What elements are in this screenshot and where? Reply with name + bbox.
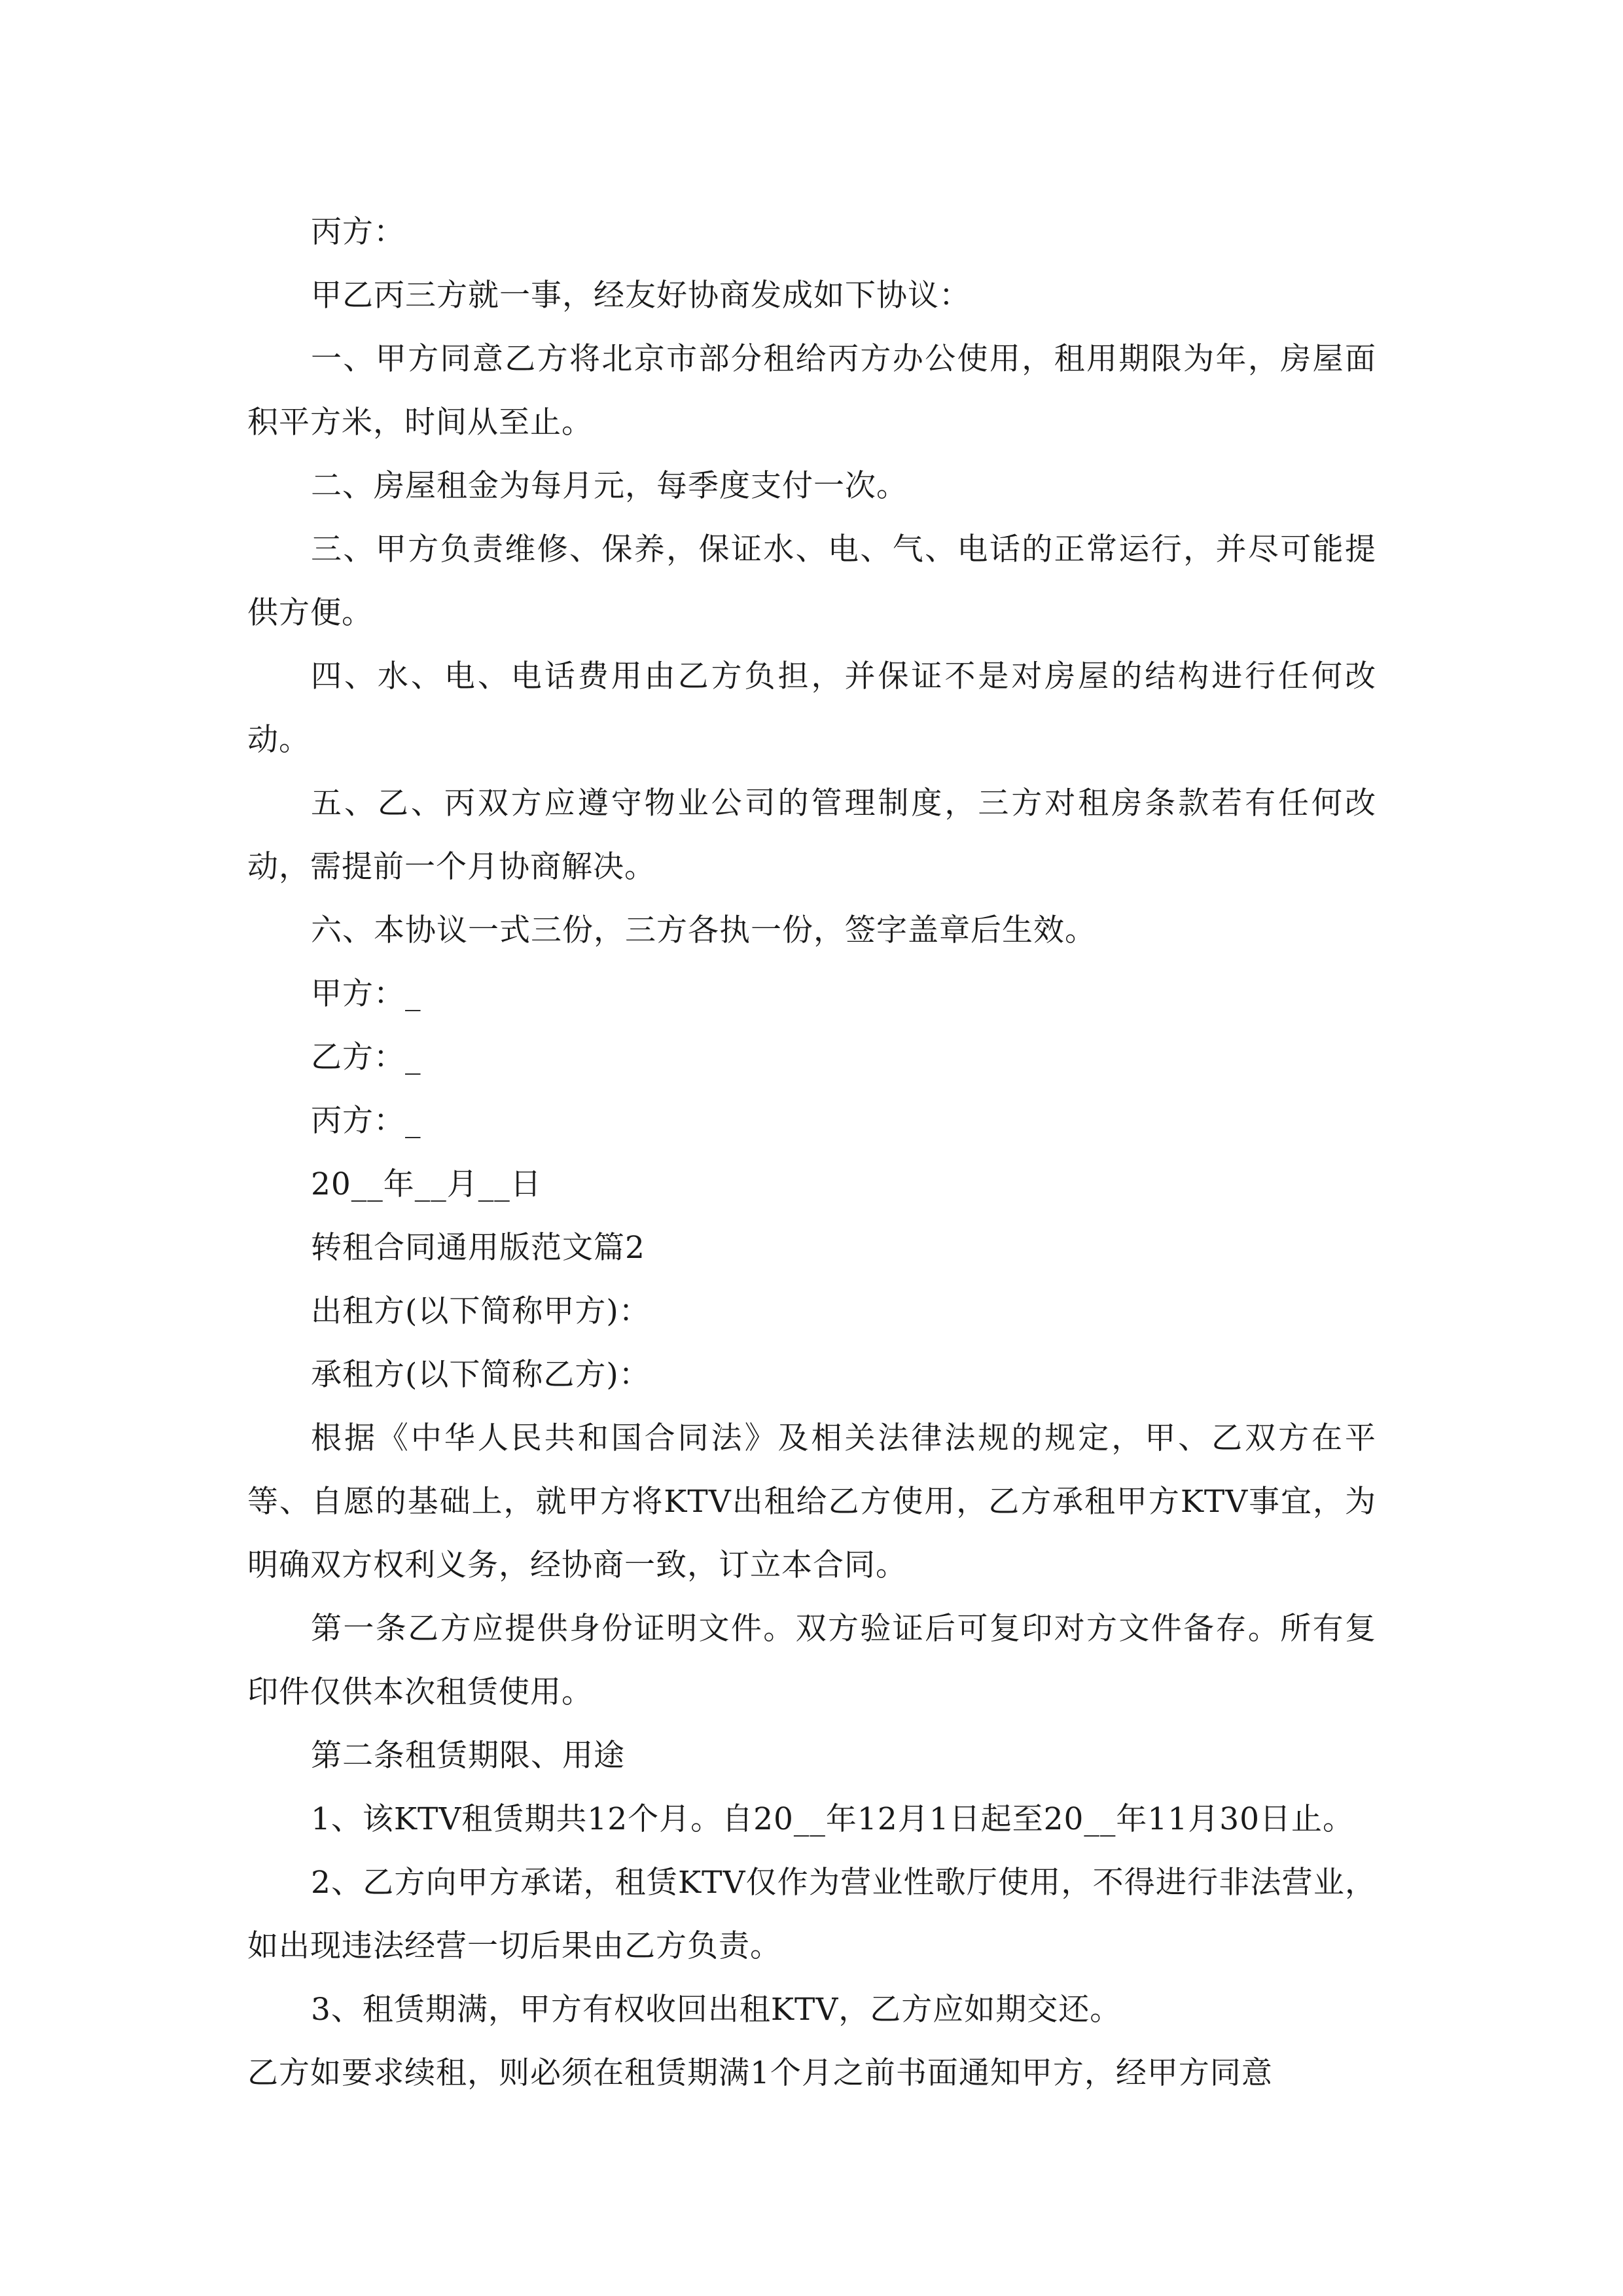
clause-3: 三、甲方负责维修、保养，保证水、电、气、电话的正常运行，并尽可能提供方便。: [247, 531, 1376, 631]
article-2-heading: 第二条租赁期限、用途: [311, 1738, 625, 1774]
article-2-item-2: 2、乙方向甲方承诺，租赁KTV仅作为营业性歌厅使用，不得进行非法营业，如出现违法经营一切后果由乙方负责。: [247, 1865, 1376, 1964]
document-body: [247, 200, 1376, 2105]
party-c-heading: 丙方：: [311, 214, 405, 250]
article-2-item-3: 3、租赁期满，甲方有权收回出租KTV，乙方应如期交还。: [311, 1992, 1122, 2028]
clause-6: 六、本协议一式三份，三方各执一份，签字盖章后生效。: [311, 912, 1096, 948]
signature-party-b: 乙方：_: [311, 1039, 421, 1075]
agreement-intro: 甲乙丙三方就一事，经友好协商发成如下协议：: [311, 278, 971, 314]
clause-2: 二、房屋租金为每月元，每季度支付一次。: [311, 468, 908, 504]
signature-party-c: 丙方：_: [311, 1103, 421, 1139]
clause-1: 一、甲方同意乙方将北京市部分租给丙方办公使用，租用期限为年，房屋面积平方米，时间从至止。: [247, 341, 1376, 440]
clause-5: 五、乙、丙双方应遵守物业公司的管理制度，三方对租房条款若有任何改动，需提前一个月协商解决。: [247, 785, 1376, 885]
section-title: 转租合同通用版范文篇2: [311, 1230, 645, 1266]
lessor-line: 出租方(以下简称甲方)：: [311, 1293, 651, 1329]
contract-preamble: 根据《中华人民共和国合同法》及相关法律法规的规定，甲、乙双方在平等、自愿的基础上，就甲方将KTV出租给乙方使用，乙方承租甲方KTV事宜，为明确双方权利义务，经协商一致，订立本合同。: [247, 1420, 1376, 1583]
article-2-item-1: 1、该KTV租赁期共12个月。自20__年12月1日起至20__年11月30日止。: [311, 1801, 1355, 1837]
lessee-line: 承租方(以下简称乙方)：: [311, 1357, 651, 1393]
clause-4: 四、水、电、电话费用由乙方负担，并保证不是对房屋的结构进行任何改动。: [247, 658, 1376, 758]
article-1: 第一条乙方应提供身份证明文件。双方验证后可复印对方文件备存。所有复印件仅供本次租赁使用。: [247, 1611, 1376, 1710]
renewal-clause: 乙方如要求续租，则必须在租赁期满1个月之前书面通知甲方，经甲方同意: [247, 2055, 1273, 2091]
signature-party-a: 甲方：_: [311, 976, 421, 1012]
signature-date: 20__年__月__日: [311, 1166, 542, 1202]
